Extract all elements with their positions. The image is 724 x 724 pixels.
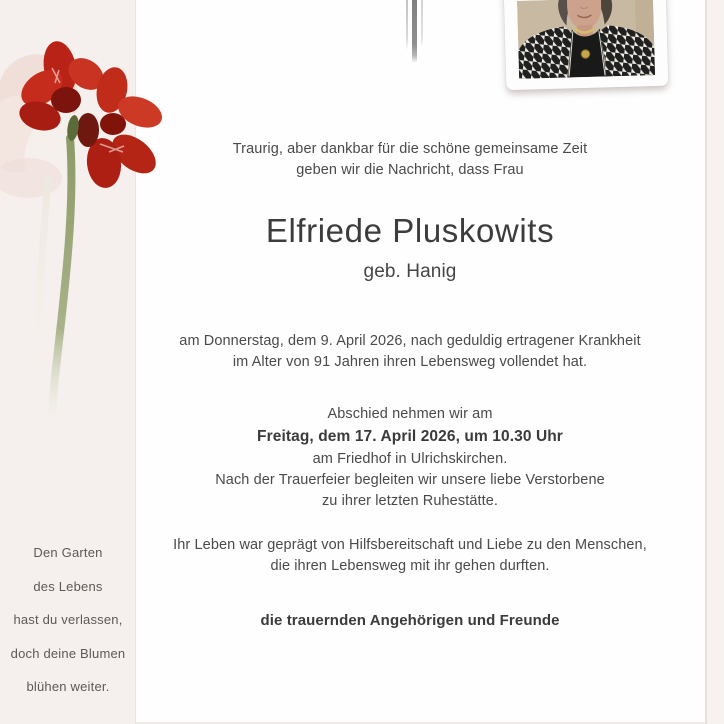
poem-line: des Lebens [33, 578, 103, 594]
maiden-name-block [136, 260, 684, 284]
intro-line: geben wir die Nachricht, dass Frau [296, 162, 524, 178]
deceased-name: Elfriede Pluskowits [265, 212, 555, 249]
signature-line: die trauernden Angehörigen und Freunde [260, 612, 560, 629]
maiden-name: geb. Hanig [363, 261, 457, 282]
farewell-place: am Friedhof in Ulrichskirchen. [312, 451, 508, 467]
deceased-name-block [136, 211, 684, 251]
intro-line: Traurig, aber dankbar für die schöne gemeinsame Zeit [232, 141, 588, 157]
farewell-date: Freitag, dem 17. April 2026, um 10.30 Uhr [257, 428, 563, 445]
farewell-note-line: zu ihrer letzten Ruhestätte. [321, 493, 499, 509]
poem-line: blühen weiter. [26, 679, 110, 694]
memorial-poem [0, 536, 136, 704]
intro-block [136, 139, 684, 181]
signature-block [136, 610, 684, 631]
poem-line: doch deine Blumen [10, 645, 126, 661]
farewell-block [136, 404, 684, 512]
death-info-line: am Donnerstag, dem 9. April 2026, nach geduldig ertragener Krankheit [179, 333, 641, 349]
tribute-line: Ihr Leben war geprägt von Hilfsbereitschaft und Liebe zu den Menschen, [173, 537, 647, 553]
tribute-line: die ihren Lebensweg mit ihr gehen durften. [270, 558, 550, 574]
death-info-block [136, 331, 684, 373]
poem-line: hast du verlassen, [13, 612, 123, 627]
poem-line: Den Garten [33, 545, 103, 560]
announcement-text [136, 0, 684, 724]
farewell-intro: Abschied nehmen wir am [327, 406, 493, 422]
page-right-margin [705, 0, 724, 724]
tribute-block [136, 535, 684, 577]
farewell-note-line: Nach der Trauerfeier begleiten wir unsere liebe Verstorbene [215, 472, 605, 488]
death-info-line: im Alter von 91 Jahren ihren Lebensweg vollendet hat. [232, 354, 588, 370]
